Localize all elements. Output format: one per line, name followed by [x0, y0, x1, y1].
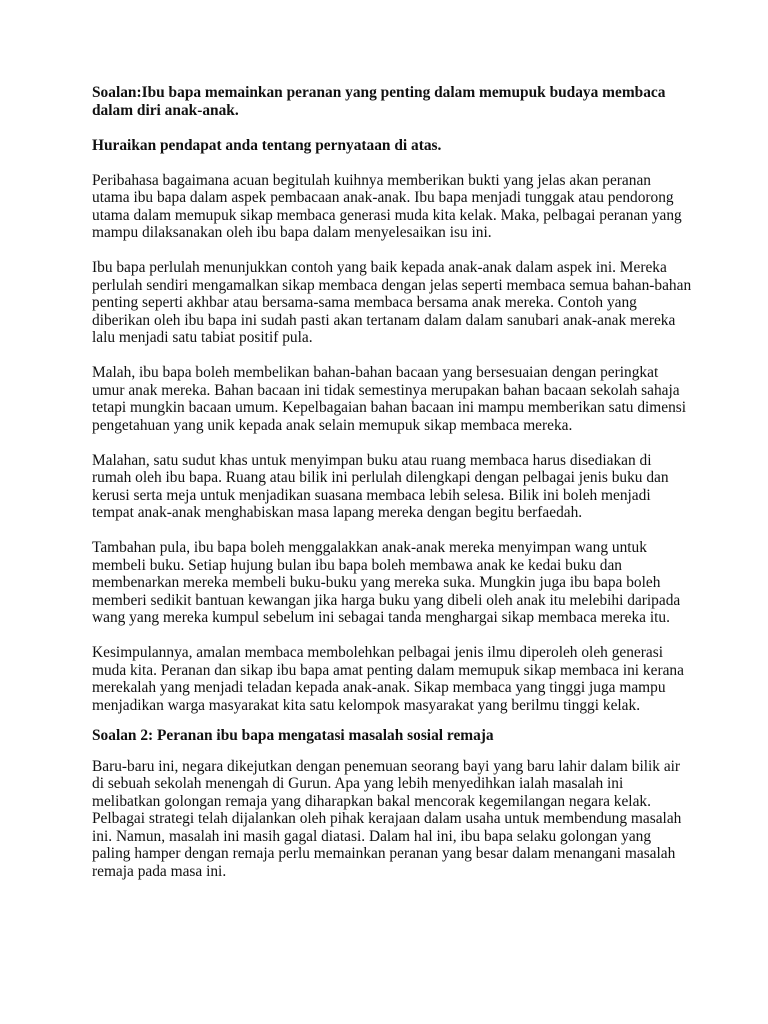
text-line: Malahan, satu sudut khas untuk menyimpan buku atau ruang membaca harus disediakan di — [92, 451, 652, 469]
text-line: pengetahuan yang unik kepada anak selain memupuk sikap membaca mereka. — [92, 416, 573, 434]
paragraph-point-1 — [92, 259, 692, 347]
text-line: ini. Namun, masalah ini masih gagal diatasi. Dalam hal ini, ibu bapa selaku golongan yang — [92, 827, 652, 845]
text-line: Peribahasa bagaimana acuan begitulah kuihnya memberikan bukti yang jelas akan peranan — [92, 171, 651, 189]
text-line: remaja pada masa ini. — [92, 862, 227, 880]
text-line: utama ibu bapa dalam aspek pembacaan anak-anak. Ibu bapa menjadi tunggak atau pendorong — [92, 189, 674, 206]
text-line: Tambahan pula, ibu bapa boleh menggalakkan anak-anak mereka menyimpan wang untuk — [92, 539, 647, 556]
question-1-instruction: Huraikan pendapat anda tentang pernyataan di atas. — [92, 136, 442, 154]
question-2-paragraph — [92, 758, 692, 881]
text-line: penting seperti akhbar atau bersama-sama membaca bersama anak mereka. Contoh yang — [92, 294, 637, 311]
text-line: perlulah sendiri mengamalkan sikap membaca dengan jelas seperti membaca semua bahan-bahan — [92, 276, 692, 294]
text-line: muda kita. Peranan dan sikap ibu bapa amat penting dalam memupuk sikap membaca ini kerana — [92, 661, 684, 679]
question-1-title — [92, 84, 692, 119]
paragraph-point-2 — [92, 364, 692, 434]
text-line: Kesimpulannya, amalan membaca membolehkan pelbagai jenis ilmu diperoleh oleh generasi — [92, 644, 663, 661]
paragraph-point-4 — [92, 539, 692, 627]
title-line: dalam diri anak-anak. — [92, 101, 239, 119]
text-line: utama dalam memupuk sikap membaca generasi muda kita kelak. Maka, pelbagai peranan yang — [92, 206, 682, 224]
text-line: membenarkan mereka membeli buku-buku yang mereka suka. Mungkin juga ibu bapa boleh — [92, 574, 661, 591]
text-line: membeli buku. Setiap hujung bulan ibu bapa boleh membawa anak ke kedai buku dan — [92, 556, 622, 574]
text-line: wang yang mereka kumpul sebelum ini sebagai tanda menghargai sikap membaca mereka itu. — [92, 609, 670, 626]
text-line: di sebuah sekolah menengah di Gurun. Apa yang lebih menyedihkan ialah masalah ini — [92, 775, 624, 792]
text-line: Ibu bapa perlulah menunjukkan contoh yang baik kepada anak-anak dalam aspek ini. Mereka — [92, 259, 667, 276]
text-line: menjadikan warga masyarakat kita satu kelompok masyarakat yang berilmu tinggi kelak. — [92, 696, 641, 714]
text-line: umur anak mereka. Bahan bacaan ini tidak semestinya merupakan bahan bacaan sekolah sahaja — [92, 381, 680, 399]
text-line: melibatkan golongan remaja yang diharapkan bakal mencorak kegemilangan negara kelak. — [92, 792, 651, 810]
text-line: Malah, ibu bapa boleh membelikan bahan-bahan bacaan yang bersesuaian dengan peringkat — [92, 364, 659, 381]
text-line: tempat anak-anak menghabiskan masa lapang mereka dengan begitu berfaedah. — [92, 504, 583, 521]
title-line: Soalan:Ibu bapa memainkan peranan yang penting dalam memupuk budaya membaca — [92, 84, 666, 101]
text-line: tetapi mungkin bacaan umum. Kepelbagaian bahan bacaan ini mampu memberikan satu dimensi — [92, 399, 687, 416]
text-line: rumah oleh ibu bapa. Ruang atau bilik ini perlulah dilengkapi dengan pelbagai jenis buku dan — [92, 469, 669, 486]
question-2-title: Soalan 2: Peranan ibu bapa mengatasi masalah sosial remaja — [92, 727, 494, 744]
text-line: kerusi serta meja untuk menjadikan suasana membaca lebih selesa. Bilik ini boleh menjadi — [92, 486, 651, 504]
text-line: lalu menjadi satu tabiat positif pula. — [92, 329, 313, 346]
text-line: paling hamper dengan remaja perlu memainkan peranan yang besar dalam menangani masalah — [92, 845, 676, 862]
text-line: merekalah yang menjadi teladan kepada anak-anak. Sikap membaca yang tinggi juga mampu — [92, 679, 666, 696]
paragraph-point-3 — [92, 452, 692, 522]
document-page — [92, 84, 692, 880]
text-line: memberi sedikit bantuan kewangan jika harga buku yang dibeli oleh anak itu melebihi daripada — [92, 591, 681, 609]
paragraph-intro — [92, 172, 692, 242]
text-line: Pelbagai strategi telah dijalankan oleh pihak kerajaan dalam usaha untuk membendung masalah — [92, 810, 682, 827]
text-line: mampu dilaksanakan oleh ibu bapa dalam menyelesaikan isu ini. — [92, 224, 492, 241]
text-line: Baru-baru ini, negara dikejutkan dengan penemuan seorang bayi yang baru lahir dalam bilik air — [92, 757, 681, 775]
text-line: diberikan oleh ibu bapa ini sudah pasti akan tertanam dalam dalam sanubari anak-anak mereka — [92, 311, 676, 329]
paragraph-conclusion — [92, 644, 692, 714]
